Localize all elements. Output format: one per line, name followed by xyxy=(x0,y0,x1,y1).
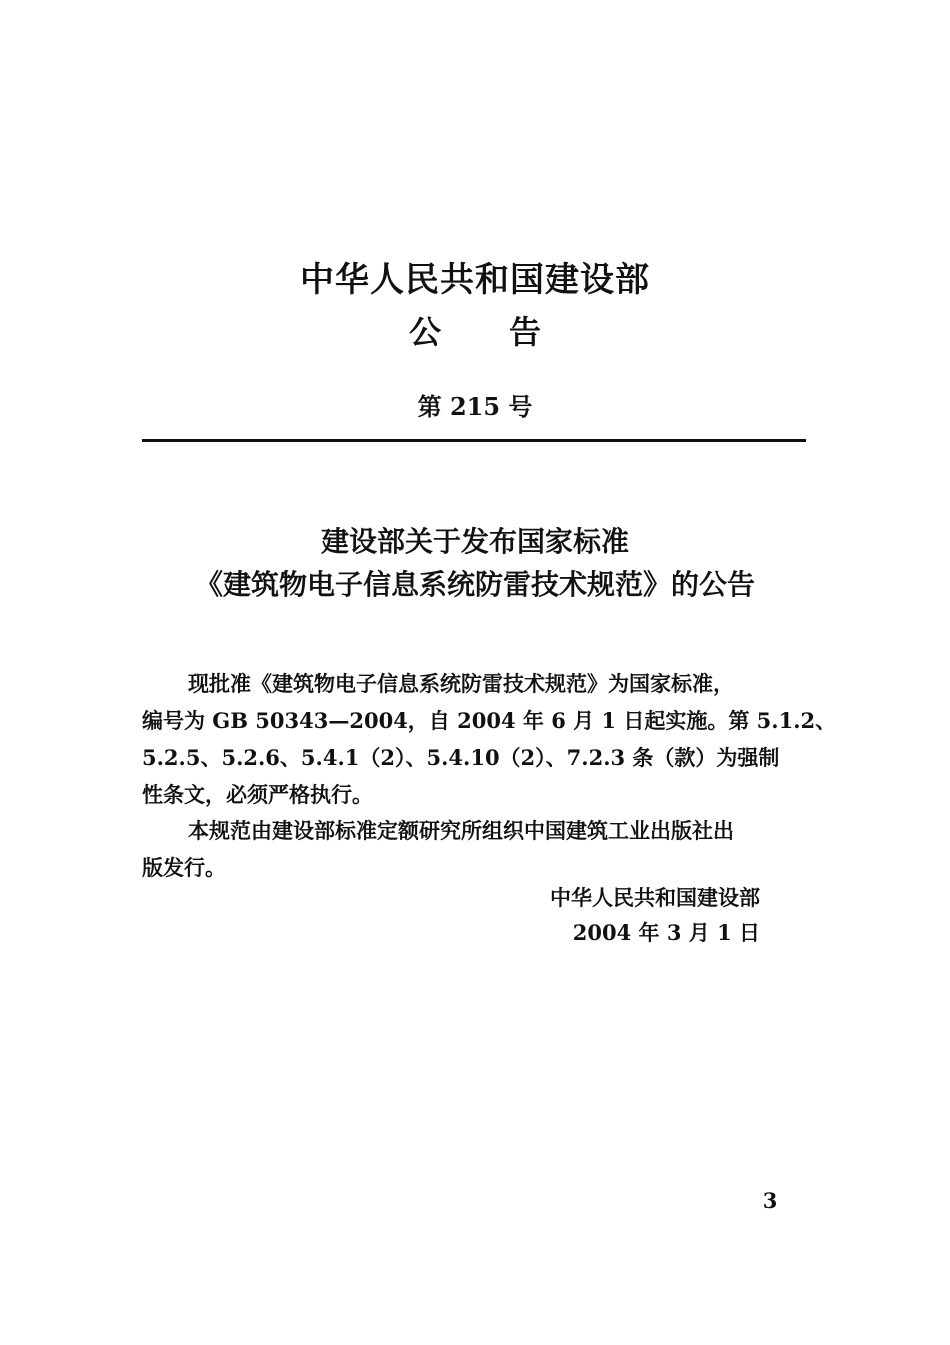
body-paragraph-2 xyxy=(142,812,810,886)
body-line: 版发行。 xyxy=(142,855,226,880)
headline-line-1: 建设部关于发布国家标准 xyxy=(320,525,629,558)
document-type: 公告 xyxy=(408,313,609,351)
body-line: 性条文，必须严格执行。 xyxy=(142,782,373,807)
issuer-title: 中华人民共和国建设部 xyxy=(300,260,650,300)
body-paragraph-1 xyxy=(142,665,837,813)
signature-date: 2004 年 3 月 1 日 xyxy=(572,920,760,945)
body-line: 现批准《建筑物电子信息系统防雷技术规范》为国家标准， xyxy=(188,671,734,696)
signature-issuer: 中华人民共和国建设部 xyxy=(550,886,760,910)
body-line: 5.2.5、5.2.6、5.4.1（2）、5.4.10（2）、7.2.3 条（款）为强制 xyxy=(142,745,780,770)
body-line: 本规范由建设部标准定额研究所组织中国建筑工业出版社出 xyxy=(188,818,734,843)
header-divider xyxy=(142,439,806,442)
page-number: 3 xyxy=(762,1188,778,1213)
headline-line-2: 《建筑物电子信息系统防雷技术规范》的公告 xyxy=(194,568,755,601)
document-number: 第 215 号 xyxy=(417,392,533,421)
body-line: 编号为 GB 50343—2004，自 2004 年 6 月 1 日起实施。第 5.1.2、 xyxy=(142,708,837,733)
